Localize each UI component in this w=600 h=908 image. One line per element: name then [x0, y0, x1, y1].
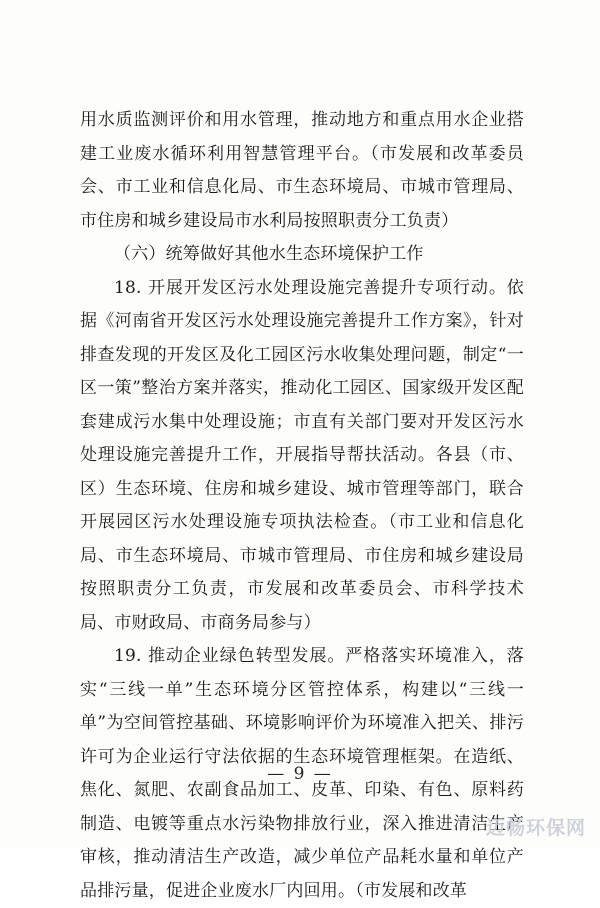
item-18-paragraph: 18. 开展开发区污水处理设施完善提升专项行动。依据《河南省开发区污水处理设施完善提升工作方案》，针对排查发现的开发区及化工园区污水收集处理问题，制定“一区一策”整治方案并落实，推动化工园区、国家级开发区配套建成污水集中处理设施；市直有关部门要对开发区污水处理设施完善提升工作，开展指导帮扶活动。各县（市、区）生态环境、住房和城乡建设、城市管理等部门，联合开展园区污水处理设施专项执法检查。（市工业和信息化局、市生态环境局、市城市管理局、市住房和城乡建设局按照职责分工负责，市发展和改革委员会、市科学技术局、市财政局、市商务局参与）: [80, 277, 524, 633]
document-body: [80, 104, 524, 908]
page-number: — 9 —: [267, 764, 333, 784]
section-heading: （六）统筹做好其他水生态环境保护工作: [114, 244, 424, 264]
watermark-logo: 迈畅环保网: [485, 817, 586, 839]
item-19-paragraph: 19. 推动企业绿色转型发展。严格落实环境准入，落实“三线一单”生态环境分区管控体系，构建以“三线一单”为空间管控基础、环境影响评价为环境准入把关、排污许可为企业运行守法依据的生态环境管理框架。在造纸、焦化、氮肥、农副食品加工、皮革、印染、有色、原料药制造、电镀等重点水污染物排放行业，深入推进清洁生产审核，推动清洁生产改造，减少单位产品耗水量和单位产品排污量，促进企业废水厂内回用。（市发展和改革: [80, 646, 524, 901]
paragraph-continuation: 用水质监测评价和用水管理，推动地方和重点用水企业搭建工业废水循环利用智慧管理平台。（市发展和改革委员会、市工业和信息化局、市生态环境局、市城市管理局、市住房和城乡建设局市水利局按照职责分工负责）: [80, 110, 524, 231]
